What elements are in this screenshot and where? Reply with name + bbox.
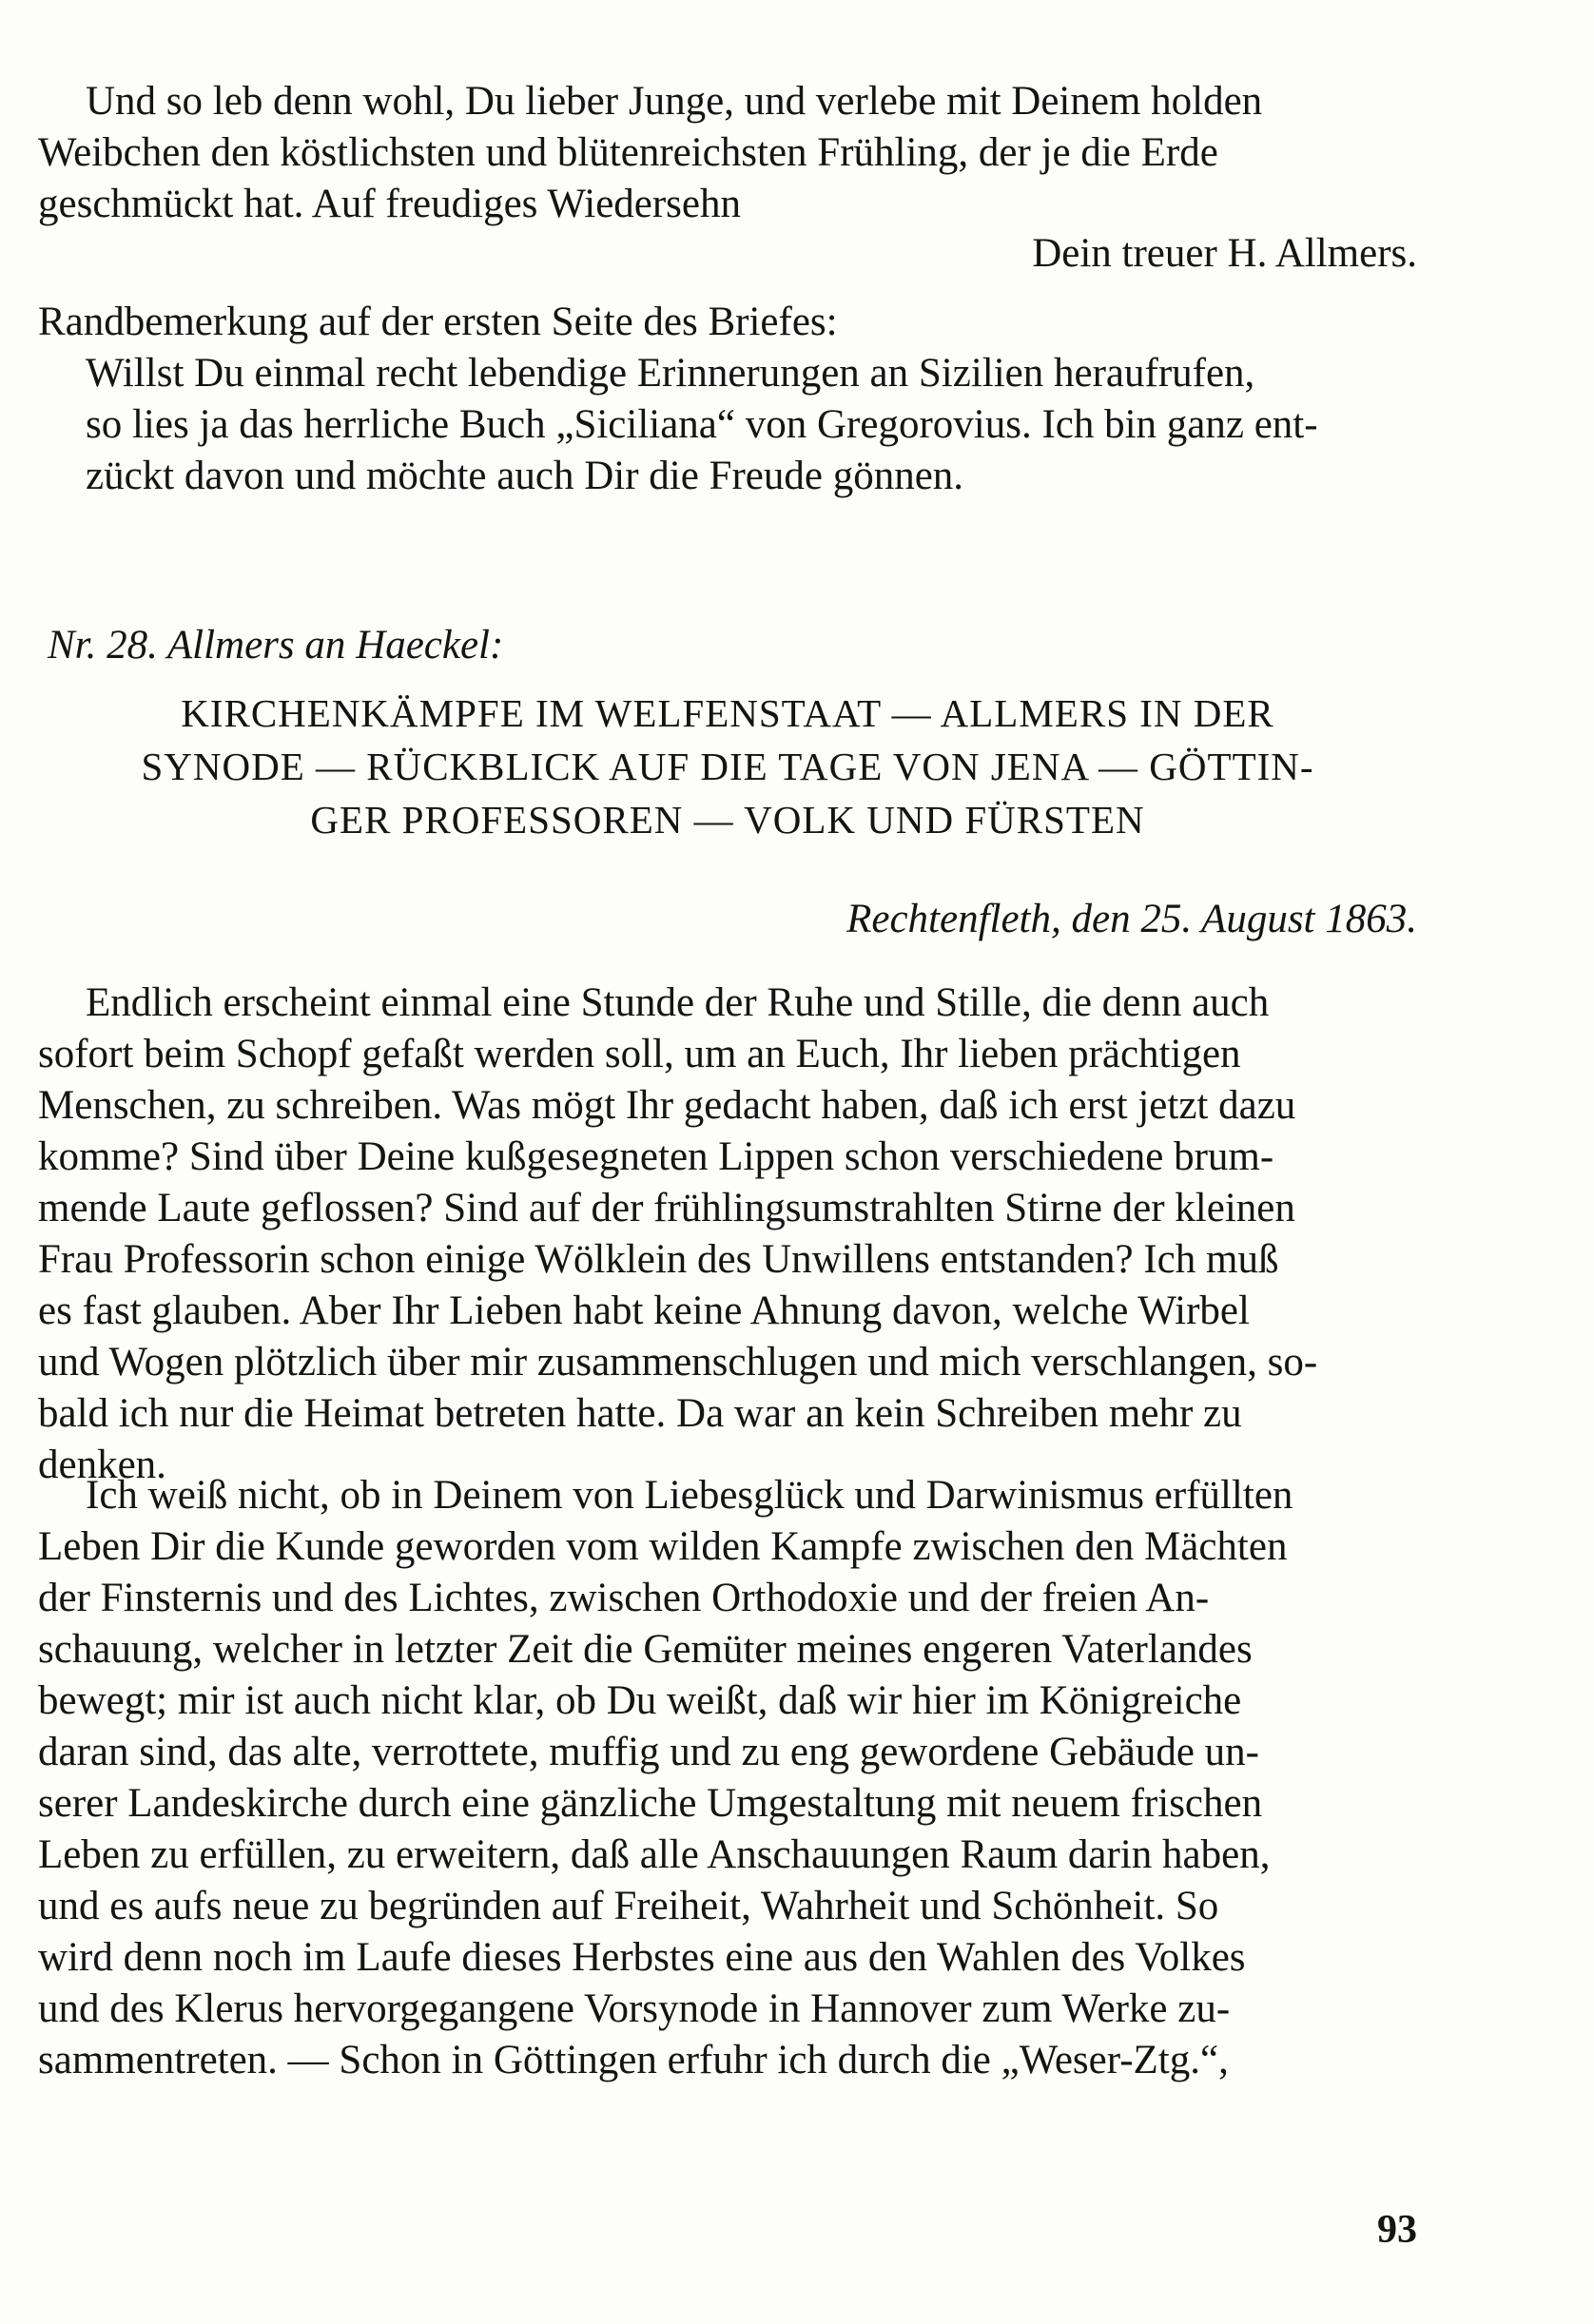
- letter-closing: [38, 76, 1417, 230]
- paragraph-line: serer Landeskirche durch eine gänzliche Umgestaltung mit neuem frischen: [38, 1781, 1263, 1826]
- dateline: Rechtenfleth, den 25. August 1863.: [846, 897, 1417, 941]
- letter-heading: [38, 687, 1417, 846]
- closing-line: Weibchen den köstlichsten und blütenreichsten Frühling, der je die Erde: [38, 130, 1218, 175]
- paragraph-line: denken.: [38, 1443, 166, 1487]
- paragraph-line: sammentreten. — Schon in Göttingen erfuhr ich durch die „Weser-Ztg.“,: [38, 2038, 1229, 2082]
- paragraph-line: mende Laute geflossen? Sind auf der frühlingsumstrahlten Stirne der kleinen: [38, 1186, 1295, 1230]
- margin-remark: [38, 297, 1417, 502]
- paragraph-line: und es aufs neue zu begründen auf Freiheit, Wahrheit und Schönheit. So: [38, 1884, 1219, 1928]
- paragraph-line: der Finsternis und des Lichtes, zwischen Orthodoxie und der freien An-: [38, 1576, 1210, 1620]
- letter-number: Nr. 28. Allmers an Haeckel:: [48, 623, 504, 668]
- remark-line: Willst Du einmal recht lebendige Erinnerungen an Sizilien heraufrufen,: [86, 351, 1255, 396]
- paragraph-line: und des Klerus hervorgegangene Vorsynode in Hannover zum Werke zu-: [38, 1986, 1231, 2031]
- remark-label: Randbemerkung auf der ersten Seite des Briefes:: [38, 300, 838, 344]
- paragraph-line: sofort beim Schopf gefaßt werden soll, um an Euch, Ihr lieben prächtigen: [38, 1032, 1241, 1076]
- heading-line: GER PROFESSOREN — VOLK UND FÜRSTEN: [310, 798, 1145, 842]
- paragraph-2: [38, 1470, 1417, 2086]
- signature: Dein treuer H. Allmers.: [1032, 231, 1417, 276]
- paragraph-line: Endlich erscheint einmal eine Stunde der Ruhe und Stille, die denn auch: [86, 980, 1270, 1025]
- paragraph-line: Menschen, zu schreiben. Was mögt Ihr gedacht haben, daß ich erst jetzt dazu: [38, 1083, 1296, 1128]
- page-number: 93: [1377, 2208, 1417, 2252]
- paragraph-line: Leben zu erfüllen, zu erweitern, daß alle Anschauungen Raum darin haben,: [38, 1832, 1271, 1877]
- paragraph-line: Ich weiß nicht, ob in Deinem von Liebesglück und Darwinismus erfüllten: [86, 1473, 1293, 1518]
- paragraph-line: es fast glauben. Aber Ihr Lieben habt keine Ahnung davon, welche Wirbel: [38, 1288, 1250, 1333]
- paragraph-line: schauung, welcher in letzter Zeit die Gemüter meines engeren Vaterlandes: [38, 1627, 1253, 1672]
- paragraph-line: Frau Professorin schon einige Wölklein des Unwillens entstanden? Ich muß: [38, 1237, 1279, 1282]
- paragraph-line: komme? Sind über Deine kußgesegneten Lippen schon verschiedene brum-: [38, 1134, 1274, 1179]
- heading-line: SYNODE — RÜCKBLICK AUF DIE TAGE VON JENA — GÖTTIN-: [141, 745, 1314, 788]
- paragraph-line: bewegt; mir ist auch nicht klar, ob Du weißt, daß wir hier im Königreiche: [38, 1678, 1242, 1723]
- paragraph-line: und Wogen plötzlich über mir zusammenschlugen und mich verschlangen, so-: [38, 1340, 1318, 1385]
- closing-line: Und so leb denn wohl, Du lieber Junge, und verlebe mit Deinem holden: [86, 79, 1263, 124]
- paragraph-line: Leben Dir die Kunde geworden vom wilden Kampfe zwischen den Mächten: [38, 1524, 1288, 1569]
- paragraph-line: daran sind, das alte, verrottete, muffig und zu eng gewordene Gebäude un-: [38, 1730, 1259, 1774]
- heading-line: KIRCHENKÄMPFE IM WELFENSTAAT — ALLMERS IN DER: [181, 691, 1274, 735]
- remark-line: zückt davon und möchte auch Dir die Freude gönnen.: [86, 454, 964, 498]
- paragraph-line: wird denn noch im Laufe dieses Herbstes eine aus den Wahlen des Volkes: [38, 1935, 1246, 1980]
- closing-line: geschmückt hat. Auf freudiges Wiedersehn: [38, 182, 741, 226]
- paragraph-line: bald ich nur die Heimat betreten hatte. Da war an kein Schreiben mehr zu: [38, 1391, 1242, 1436]
- remark-line: so lies ja das herrliche Buch „Siciliana“ von Gregorovius. Ich bin ganz ent-: [86, 402, 1318, 447]
- paragraph-1: [38, 978, 1417, 1491]
